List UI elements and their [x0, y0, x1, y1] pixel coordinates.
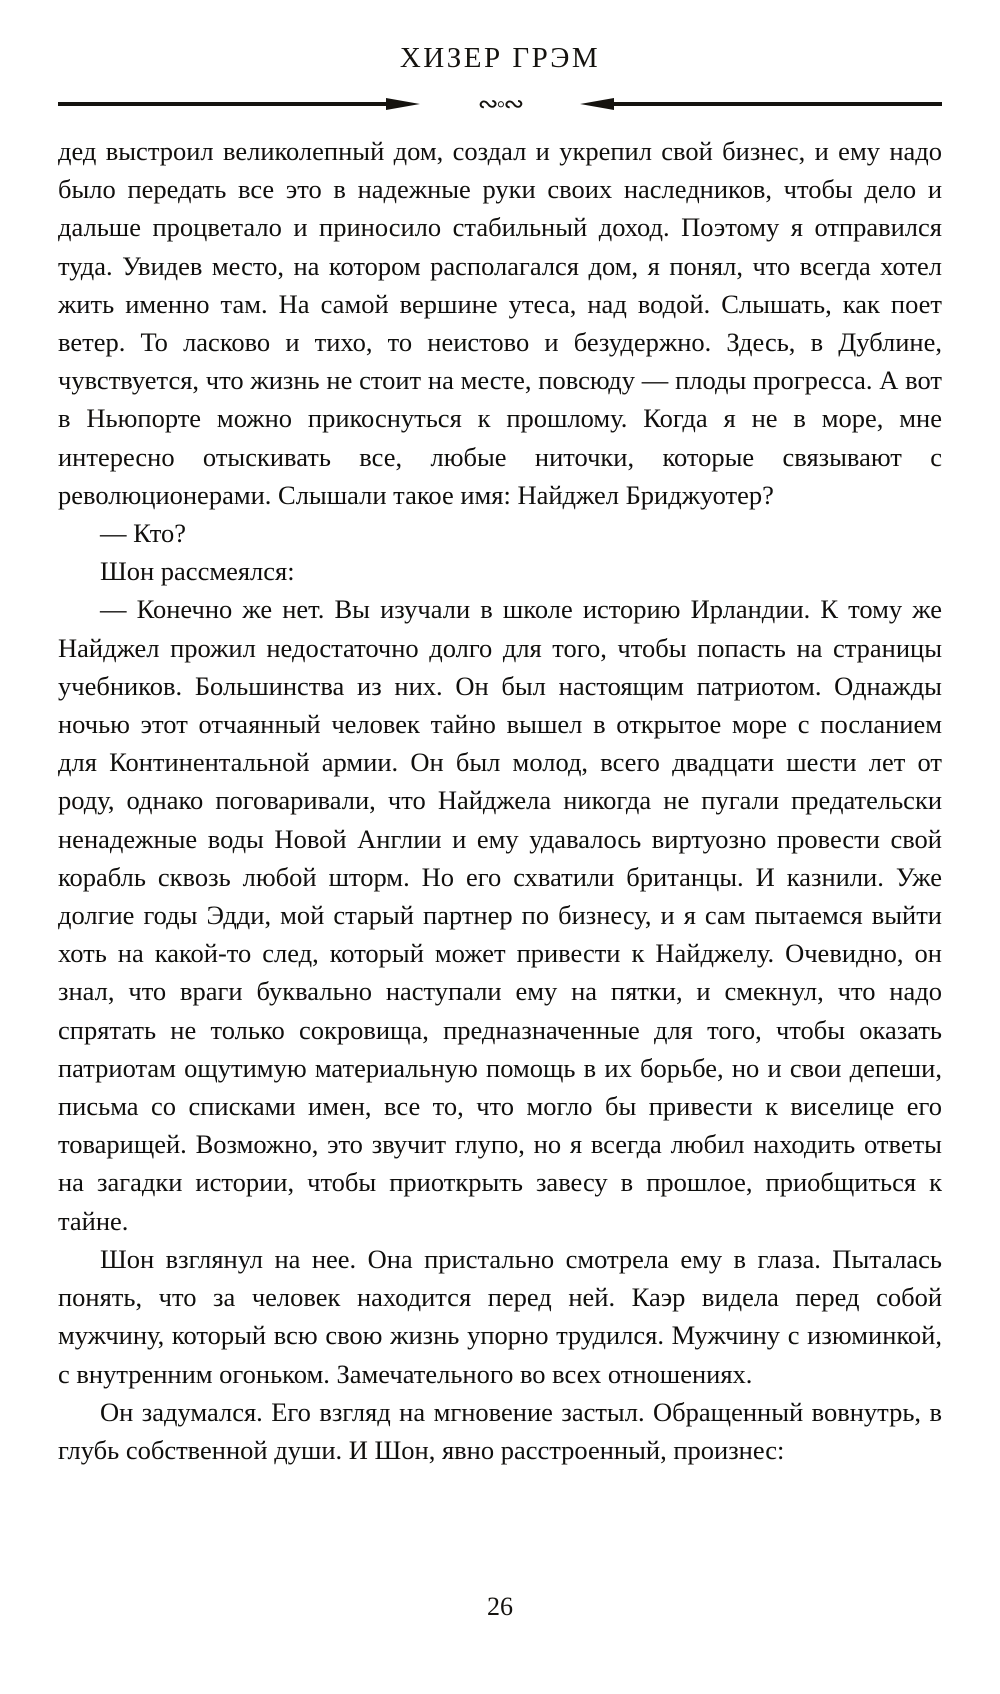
divider-ornament-icon: ∾◦∾: [477, 91, 523, 118]
paragraph: — Конечно же нет. Вы изучали в школе историю Ирландии. К тому же Найджел прожил недостаточно долго для того, чтобы попасть на страницы учебников. Большинства из них. Он был настоящим патриотом. Однажды ночью этот отчаянный человек тайно вышел в открытое море с посланием для Континентальной армии. Он был молод, всего двадцати шести лет от роду, однако поговаривали, что Найджела никогда не пугали предательски ненадежные воды Новой Англии и ему удавалось виртуозно провести свой корабль сквозь любой шторм. Но его схватили британцы. И казнили. Уже долгие годы Эдди, мой старый партнер по бизнесу, и я сам пытаемся выйти хоть на какой-то след, который может привести к Найджелу. Очевидно, он знал, что враги буквально наступали ему на пятки, и смекнул, что надо спрятать не только сокровища, предназначенные для того, чтобы оказать патриотам ощутимую материальную помощь в их борьбе, но и свои депеши, письма со списками имен, все то, что могло бы привести к виселице его товарищей. Возможно, это звучит глупо, но я всегда любил находить ответы на загадки истории, чтобы приоткрыть завесу в прошлое, приобщиться к тайне.: [58, 594, 942, 1236]
page-number: 26: [487, 1592, 513, 1621]
paragraph: дед выстроил великолепный дом, создал и укрепил свой бизнес, и ему надо было передать все это в надежные руки своих наследников, чтобы дело и дальше процветало и приносило стабильный доход. Поэтому я отправился туда. Увидев место, на котором располагался дом, я понял, что всегда хотел жить именно там. На самой вершине утеса, над водой. Слышать, как поет ветер. То ласково и тихо, то неистово и безудержно. Здесь, в Дублине, чувствуется, что жизнь не стоит на месте, повсюду — плоды прогресса. А вот в Ньюпорте можно прикоснуться к прошлому. Когда я не в море, мне интересно отыскивать все, любые ниточки, которые связывают с революционерами. Слышали такое имя: Найджел Бриджуотер?: [58, 136, 942, 510]
paragraph: — Кто?: [100, 518, 187, 549]
running-head: ХИЗЕР ГРЭМ: [399, 42, 601, 74]
body-text: [58, 132, 942, 1469]
ornamental-divider: [58, 92, 942, 118]
divider-line-right: [612, 102, 942, 106]
paragraph: Он задумался. Его взгляд на мгновение застыл. Обращенный вовнутрь, в глубь собственной души. И Шон, явно расстроенный, произнес:: [58, 1396, 942, 1465]
paragraph: Шон взглянул на нее. Она пристально смотрела ему в глаза. Пыталась понять, что за человек находится перед ней. Каэр видела перед собой мужчину, который всю свою жизнь упорно трудился. Мужчину с изюминкой, с внутренним огоньком. Замечательного во всех отношениях.: [58, 1243, 942, 1389]
paragraph: Шон рассмеялся:: [100, 556, 295, 587]
divider-taper-right: [580, 98, 614, 110]
